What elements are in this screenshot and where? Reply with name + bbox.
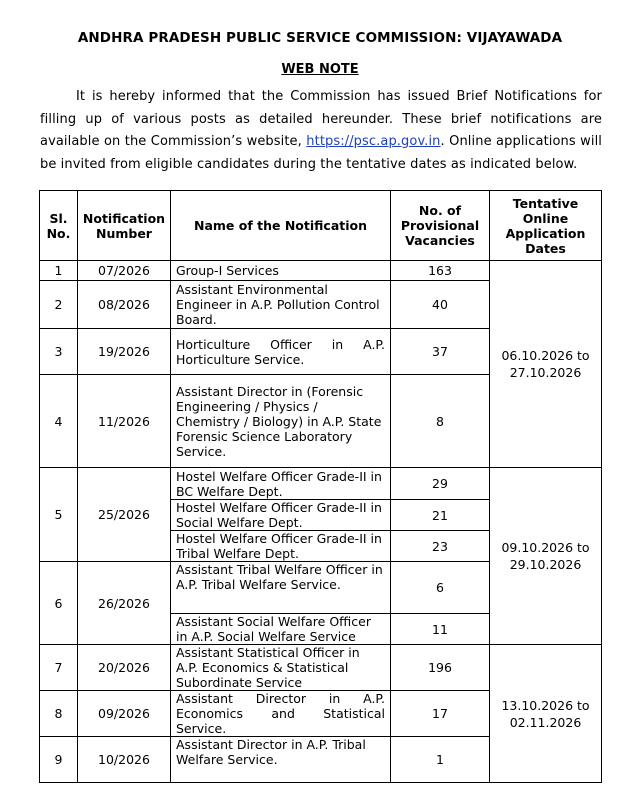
cell-dates: 06.10.2026 to 27.10.2026 xyxy=(490,261,602,468)
table-header-row xyxy=(40,191,602,261)
cell-name: Assistant Statistical Officer in A.P. Economics & Statistical Subordinate Service xyxy=(171,645,391,691)
cell-sl: 7 xyxy=(40,645,78,691)
cell-vacancies: 21 xyxy=(391,500,490,531)
header-vacancies: No. of Provisional Vacancies xyxy=(391,191,490,261)
cell-name: Group-I Services xyxy=(171,261,391,281)
cell-vacancies: 8 xyxy=(391,375,490,468)
table-row xyxy=(40,261,602,281)
cell-name: Assistant Director in (Forensic Engineering / Physics / Chemistry / Biology) in A.P. State Forensic Science Laboratory Service. xyxy=(171,375,391,468)
cell-name: Assistant Environmental Engineer in A.P. Pollution Control Board. xyxy=(171,281,391,329)
cell-name: Assistant Director in A.P. Economics and Statistical Service. xyxy=(171,691,391,737)
cell-number: 25/2026 xyxy=(78,468,171,562)
intro-paragraph xyxy=(40,86,602,176)
cell-sl: 3 xyxy=(40,329,78,375)
cell-number: 11/2026 xyxy=(78,375,171,468)
cell-name: Hostel Welfare Officer Grade-II in BC Welfare Dept. xyxy=(171,468,391,500)
header-dates: Tentative Online Application Dates xyxy=(490,191,602,261)
cell-sl: 5 xyxy=(40,468,78,562)
cell-sl: 1 xyxy=(40,261,78,281)
cell-name: Assistant Tribal Welfare Officer in A.P. Tribal Welfare Service. xyxy=(171,562,391,614)
cell-vacancies: 11 xyxy=(391,614,490,645)
cell-vacancies: 23 xyxy=(391,531,490,562)
cell-name: Assistant Director in A.P. Tribal Welfare Service. xyxy=(171,737,391,783)
cell-name: Hostel Welfare Officer Grade-II in Social Welfare Dept. xyxy=(171,500,391,531)
cell-vacancies: 196 xyxy=(391,645,490,691)
intro-text-1: It is hereby informed that the Commission has issued Brief Notifications for filling up of various posts as detailed hereunder. These brief notifications are available on the Commission’s website, xyxy=(40,89,602,149)
cell-number: 10/2026 xyxy=(78,737,171,783)
document-subtitle: WEB NOTE xyxy=(281,62,359,77)
cell-name: Assistant Social Welfare Officer in A.P. Social Welfare Service xyxy=(171,614,391,645)
cell-vacancies: 40 xyxy=(391,281,490,329)
table-row xyxy=(40,645,602,691)
cell-sl: 9 xyxy=(40,737,78,783)
cell-number: 26/2026 xyxy=(78,562,171,645)
cell-vacancies: 6 xyxy=(391,562,490,614)
cell-vacancies: 37 xyxy=(391,329,490,375)
cell-sl: 2 xyxy=(40,281,78,329)
cell-number: 20/2026 xyxy=(78,645,171,691)
cell-vacancies: 1 xyxy=(391,737,490,783)
cell-number: 09/2026 xyxy=(78,691,171,737)
cell-number: 08/2026 xyxy=(78,281,171,329)
intro-text-2: . Online applications will be invited from eligible candidates during the tentative dates as indicated below. xyxy=(40,134,602,172)
cell-sl: 4 xyxy=(40,375,78,468)
header-notification-number: Notification Number xyxy=(78,191,171,261)
cell-vacancies: 17 xyxy=(391,691,490,737)
header-sl-no: Sl. No. xyxy=(40,191,78,261)
notifications-table xyxy=(39,190,602,783)
document-title: ANDHRA PRADESH PUBLIC SERVICE COMMISSION: VIJAYAWADA xyxy=(77,30,563,46)
cell-dates: 09.10.2026 to 29.10.2026 xyxy=(490,468,602,645)
cell-number: 07/2026 xyxy=(78,261,171,281)
cell-sl: 8 xyxy=(40,691,78,737)
website-link[interactable]: https://psc.ap.gov.in xyxy=(306,134,441,149)
cell-dates: 13.10.2026 to 02.11.2026 xyxy=(490,645,602,783)
cell-sl: 6 xyxy=(40,562,78,645)
table-row xyxy=(40,468,602,500)
header-notification-name: Name of the Notification xyxy=(171,191,391,261)
cell-name: Hostel Welfare Officer Grade-II in Tribal Welfare Dept. xyxy=(171,531,391,562)
cell-vacancies: 29 xyxy=(391,468,490,500)
cell-name: Horticulture Officer in A.P. Horticulture Service. xyxy=(171,329,391,375)
cell-vacancies: 163 xyxy=(391,261,490,281)
cell-number: 19/2026 xyxy=(78,329,171,375)
